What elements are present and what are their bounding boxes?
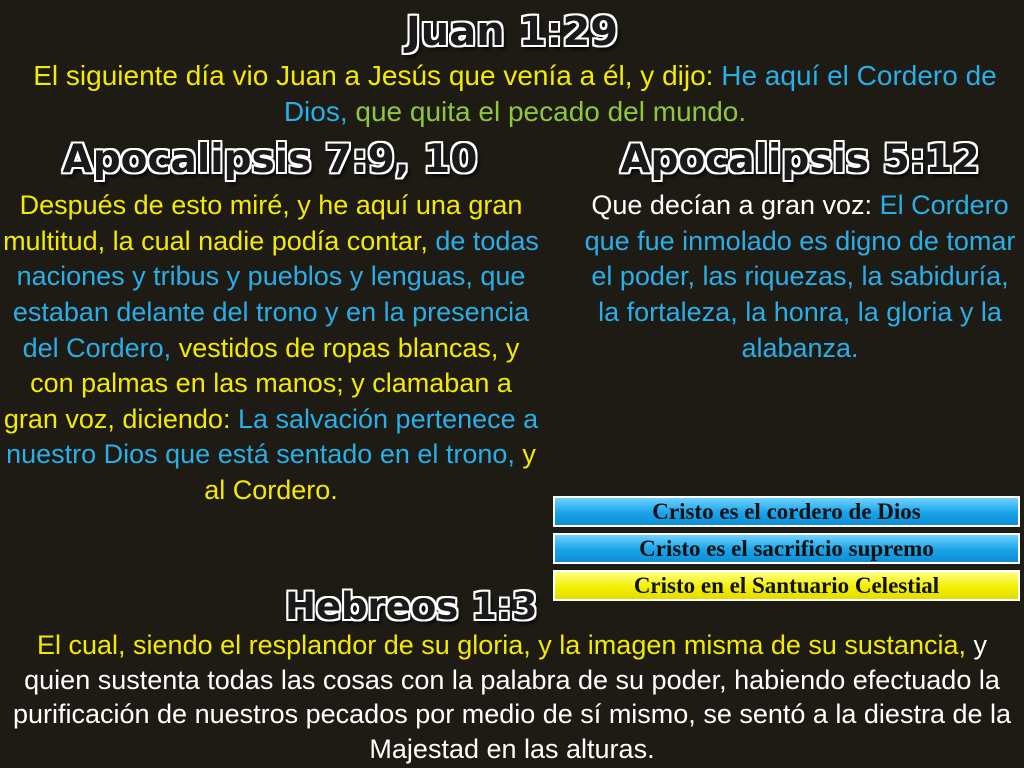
apoc7-text-part5: y al Cordero. xyxy=(204,439,536,505)
apoc7-title: Apocalipsis 7:9, 10 xyxy=(62,137,478,182)
juan-title: Juan 1:29 xyxy=(405,9,619,55)
apoc7-text-part4: La salvación pertenece a nuestro Dios que está sentado en el trono, xyxy=(6,403,539,470)
apoc7-text xyxy=(2,188,540,509)
apoc5-text-part2: El Cordero que fue inmolado es digno de tomar el poder, las riquezas, la sabiduría, la fortaleza, la honra, la gloria y la alabanza. xyxy=(584,190,1016,363)
juan-text-part3: que quita el pecado del mundo. xyxy=(355,95,747,127)
juan-text-part1: El siguiente día vio Juan a Jesús que venía a él, y dijo: xyxy=(33,60,722,91)
hebreos-text-part2: y quien sustenta todas las cosas con la palabra de su poder, habiendo efectuado la purificación de nuestros pecados por medio de sí mismo, se sentó a la diestra de la Majestad en las alturas. xyxy=(12,630,1012,764)
box-cordero: Cristo es el cordero de Dios xyxy=(553,496,1020,527)
apoc5-title: Apocalipsis 5:12 xyxy=(620,137,980,182)
apoc5-text xyxy=(580,188,1020,366)
hebreos-text xyxy=(4,628,1020,766)
apoc7-text-part3: vestidos de ropas blancas, y con palmas en las manos; y clamaban a gran voz, diciendo: xyxy=(3,332,520,434)
juan-text xyxy=(20,58,1010,130)
box-sacrificio: Cristo es el sacrificio supremo xyxy=(553,533,1020,564)
juan-text-part2: He aquí el Cordero de Dios, xyxy=(283,60,997,127)
hebreos-text-part1: El cual, siendo el resplandor de su gloria, y la imagen misma de su sustancia, xyxy=(37,630,974,660)
apoc5-text-part1: Que decían a gran voz: xyxy=(591,190,880,220)
box-santuario: Cristo en el Santuario Celestial xyxy=(553,570,1020,601)
apoc7-text-part2: de todas naciones y tribus y pueblos y lenguas, que estaban delante del trono y en la presencia del Cordero, xyxy=(12,225,539,363)
hebreos-title: Hebreos 1:3 xyxy=(285,585,538,628)
apoc7-text-part1: Después de esto miré, y he aquí una gran multitud, la cual nadie podía contar, xyxy=(3,190,523,256)
